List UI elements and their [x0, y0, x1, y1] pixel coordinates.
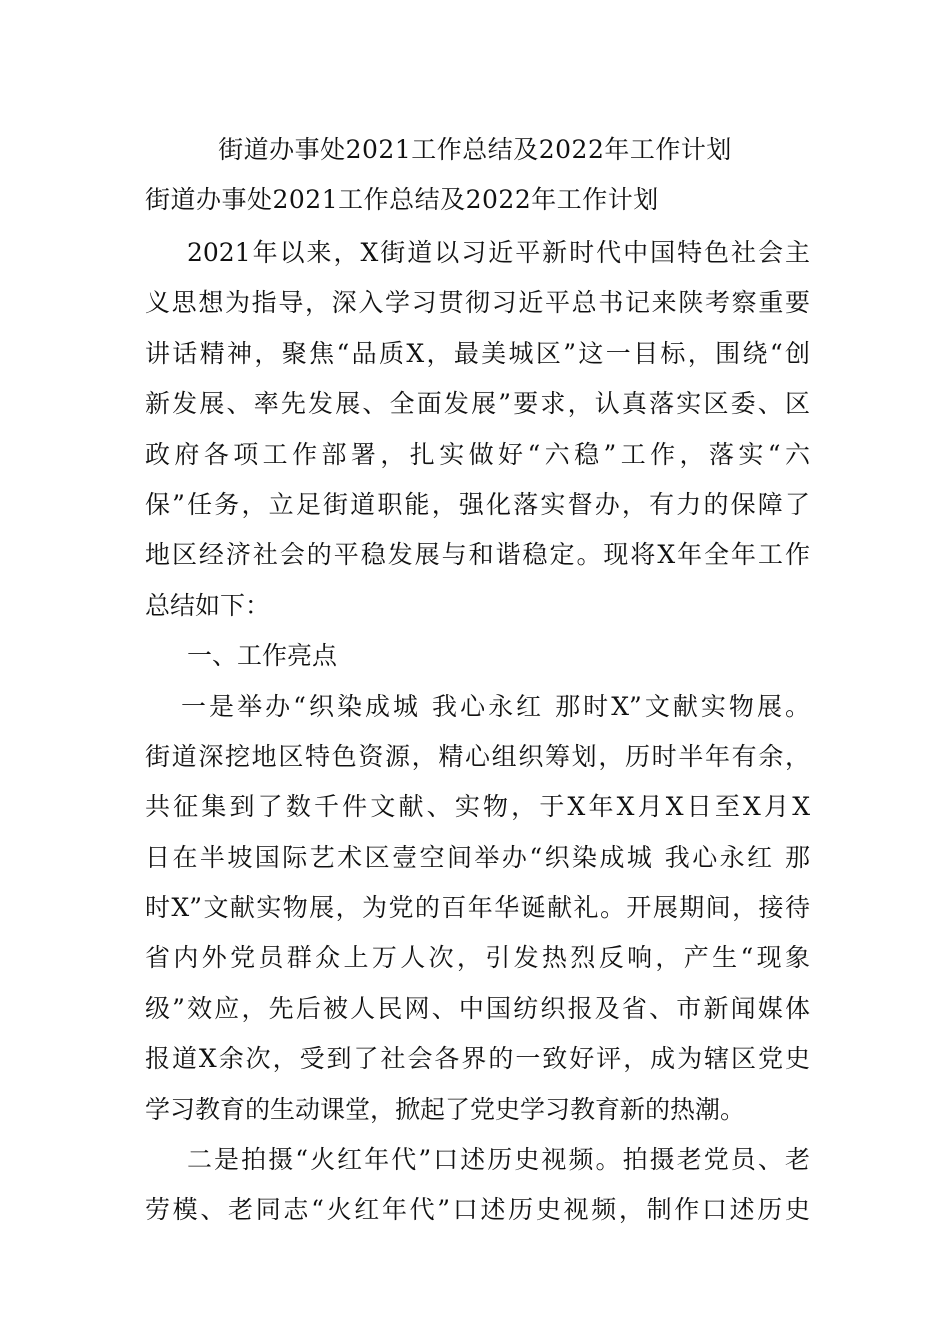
paragraph-highlight-1	[145, 682, 810, 1136]
paragraph-line: 地区经济社会的平稳发展与和谐稳定。现将X年全年工作	[145, 540, 810, 570]
section-heading	[145, 631, 810, 681]
paragraph-line: 2021年以来，X街道以习近平新时代中国特色社会主	[187, 238, 810, 267]
paragraph-intro	[145, 228, 810, 631]
paragraph-line: 二是拍摄“火红年代”口述历史视频。拍摄老党员、老	[187, 1145, 810, 1175]
paragraph-line: 义思想为指导，深入学习贯彻习近平总书记来陕考察重要	[145, 288, 810, 318]
paragraph-line: 总结如下：	[145, 590, 271, 620]
paragraph-line: 共征集到了数千件文献、实物，于X年X月X日至X月X	[145, 792, 810, 822]
paragraph-line: 报道X余次，受到了社会各界的一致好评，成为辖区党史	[145, 1044, 810, 1074]
paragraph-line: 劳模、老同志“火红年代”口述历史视频，制作口述历史	[145, 1195, 810, 1225]
paragraph-line: 保”任务，立足街道职能，强化落实督办，有力的保障了	[145, 489, 810, 519]
paragraph-line: 讲话精神，聚焦“品质X，最美城区”这一目标，围绕“创	[145, 338, 810, 368]
document-subtitle: 街道办事处2021工作总结及2022年工作计划	[145, 185, 659, 214]
paragraph-line: 政府各项工作部署，扎实做好“六稳”工作，落实“六	[145, 439, 810, 469]
document-body	[145, 228, 810, 1236]
document-title: 街道办事处2021工作总结及2022年工作计划	[218, 135, 732, 164]
paragraph-line: 街道深挖地区特色资源，精心组织筹划，历时半年有余，	[145, 741, 810, 771]
paragraph-line: 省内外党员群众上万人次，引发热烈反响，产生“现象	[145, 943, 810, 973]
paragraph-line: 时X”文献实物展，为党的百年华诞献礼。开展期间，接待	[145, 893, 810, 923]
paragraph-line: 日在半坡国际艺术区壹空间举办“织染成城 我心永红 那	[145, 842, 810, 872]
paragraph-highlight-2	[145, 1135, 810, 1236]
paragraph-line: 一是举办“织染成城 我心永红 那时X”文献实物展。	[181, 691, 810, 721]
paragraph-line: 级”效应，先后被人民网、中国纺织报及省、市新闻媒体	[145, 993, 810, 1023]
paragraph-line: 新发展、率先发展、全面发展”要求，认真落实区委、区	[145, 389, 810, 419]
paragraph-line: 学习教育的生动课堂，掀起了党史学习教育新的热潮。	[145, 1094, 746, 1124]
section-heading-text: 一、工作亮点	[187, 641, 338, 671]
